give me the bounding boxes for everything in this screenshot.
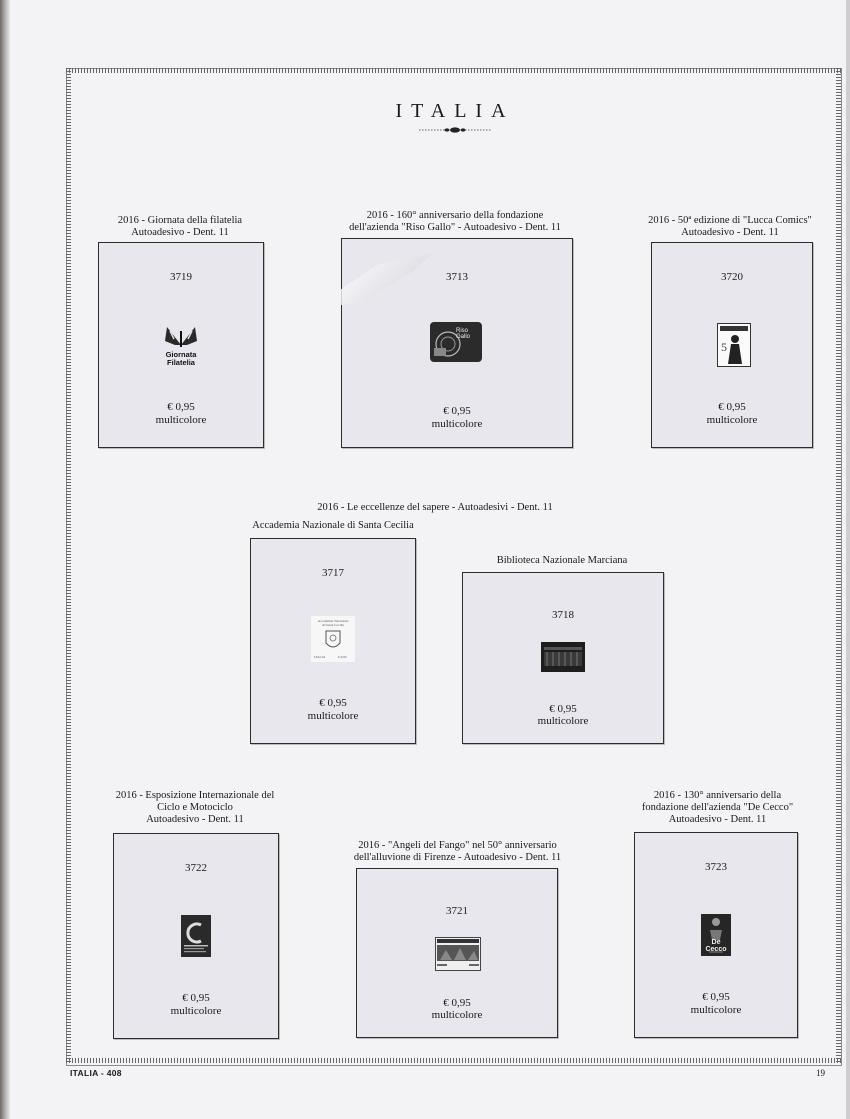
caption-line: Biblioteca Nazionale Marciana [496, 555, 628, 566]
color-note: multicolore [431, 1009, 483, 1021]
caption-3713 [330, 210, 580, 234]
stamp-text: € 0,95 [338, 655, 347, 659]
flood-scene-icon [436, 938, 480, 970]
stamp-lucca-comics [717, 323, 751, 367]
crest-icon [323, 629, 343, 653]
frame-hatch-bottom [66, 1058, 842, 1063]
comics-figure-icon [718, 324, 750, 366]
color-note: multicolore [155, 414, 207, 426]
stamp-angeli-del-fango [435, 937, 481, 971]
face-value: € 0,95 [319, 697, 347, 709]
svg-text:5: 5 [721, 340, 727, 354]
page-number: 19 [816, 1068, 825, 1078]
face-value: € 0,95 [443, 997, 471, 1009]
stamp-mount-3718[interactable] [462, 572, 664, 744]
stamp-mount-3719[interactable] [98, 242, 264, 448]
page-right-edge [846, 0, 850, 1119]
face-value: € 0,95 [549, 703, 577, 715]
caption-line: fondazione dell'azienda "De Cecco" [641, 802, 794, 813]
color-note: multicolore [431, 418, 483, 430]
caption-line: 2016 - 50ª edizione di "Lucca Comics" [648, 215, 812, 226]
catalog-number: 3717 [322, 567, 344, 579]
catalog-number: 3722 [185, 862, 207, 874]
face-value: € 0,95 [718, 401, 746, 413]
catalog-number: 3713 [446, 271, 468, 283]
stamp-mount-3722[interactable] [113, 833, 279, 1039]
color-note: multicolore [537, 715, 589, 727]
face-value: € 0,95 [702, 991, 730, 1003]
catalog-number: 3718 [552, 609, 574, 621]
face-value: € 0,95 [182, 992, 210, 1004]
library-hall-icon [541, 642, 585, 672]
caption-line: Accademia Nazionale di Santa Cecilia [252, 520, 414, 531]
caption-line: Autoadesivo - Dent. 11 [146, 814, 244, 825]
caption-line: 2016 - Le eccellenze del sapere - Autoadesivi - Dent. 11 [317, 502, 553, 513]
cycle-logo-icon [181, 915, 211, 957]
stamp-text: Giornata [165, 350, 197, 359]
stamp-ciclo-motociclo [181, 915, 211, 957]
caption-line: 2016 - Esposizione Internazionale del [115, 790, 275, 801]
stamp-text: Filatelia [167, 358, 195, 367]
caption-line: dell'alluvione di Firenze - Autoadesivo - Dent. 11 [353, 852, 562, 863]
caption-3719 [100, 215, 260, 239]
caption-line: Autoadesivo - Dent. 11 [668, 814, 767, 825]
caption-line: dell'azienda "Riso Gallo" - Autoadesivo - Dent. 11 [349, 222, 561, 233]
stamp-text: De Cecco [705, 939, 727, 953]
caption-3717 [240, 520, 426, 532]
stamp-text: Accademia Nazionale [317, 619, 349, 623]
stamp-mount-3721[interactable] [356, 868, 558, 1038]
stamp-mount-3717[interactable] [250, 538, 416, 744]
stamp-mount-3723[interactable] [634, 832, 798, 1038]
frame-hatch-right [836, 68, 841, 1064]
stamp-mount-3713[interactable] [341, 238, 573, 448]
caption-line: 2016 - 160° anniversario della fondazione [366, 210, 544, 221]
catalog-number: 3723 [705, 861, 727, 873]
stamp-biblioteca-marciana [541, 642, 585, 672]
frame-hatch-top [66, 68, 842, 73]
color-note: multicolore [690, 1004, 742, 1016]
catalog-number: 3719 [170, 271, 192, 283]
page-footer-catalog: ITALIA - 408 [70, 1068, 122, 1078]
stamp-giornata-filatelia [161, 323, 201, 371]
color-note: multicolore [170, 1005, 222, 1017]
face-value: € 0,95 [443, 405, 471, 417]
caption-line: Autoadesivo - Dent. 11 [681, 227, 779, 238]
color-note: multicolore [706, 414, 758, 426]
title-ornament-icon [417, 124, 493, 136]
caption-3718 [462, 555, 662, 567]
stamp-text: Riso Gallo [456, 328, 471, 340]
caption-line: Ciclo e Motociclo [157, 802, 233, 813]
caption-3720 [640, 215, 820, 239]
caption-line: Autoadesivo - Dent. 11 [131, 227, 229, 238]
page-binding-edge [0, 0, 10, 1119]
stamp-mount-3720[interactable] [651, 242, 813, 448]
caption-3722 [105, 790, 285, 826]
catalog-number: 3721 [446, 905, 468, 917]
stamp-de-cecco [701, 914, 731, 956]
color-note: multicolore [307, 710, 359, 722]
frame-hatch-left [66, 68, 71, 1064]
stamp-riso-gallo [430, 322, 482, 362]
caption-3721 [340, 840, 575, 864]
face-value: € 0,95 [167, 401, 195, 413]
catalog-number: 3720 [721, 271, 743, 283]
stamp-text: di Santa Cecilia [321, 623, 345, 627]
page-title: ITALIA [395, 100, 515, 122]
caption-line: 2016 - 130° anniversario della [653, 790, 782, 801]
group-caption [280, 502, 590, 514]
caption-3723 [630, 790, 805, 826]
stamp-santa-cecilia [311, 616, 355, 662]
caption-line: 2016 - Giornata della filatelia [117, 215, 243, 226]
stamp-text: ITALIA [314, 655, 326, 659]
caption-line: 2016 - "Angeli del Fango" nel 50° anniversario [358, 840, 557, 851]
